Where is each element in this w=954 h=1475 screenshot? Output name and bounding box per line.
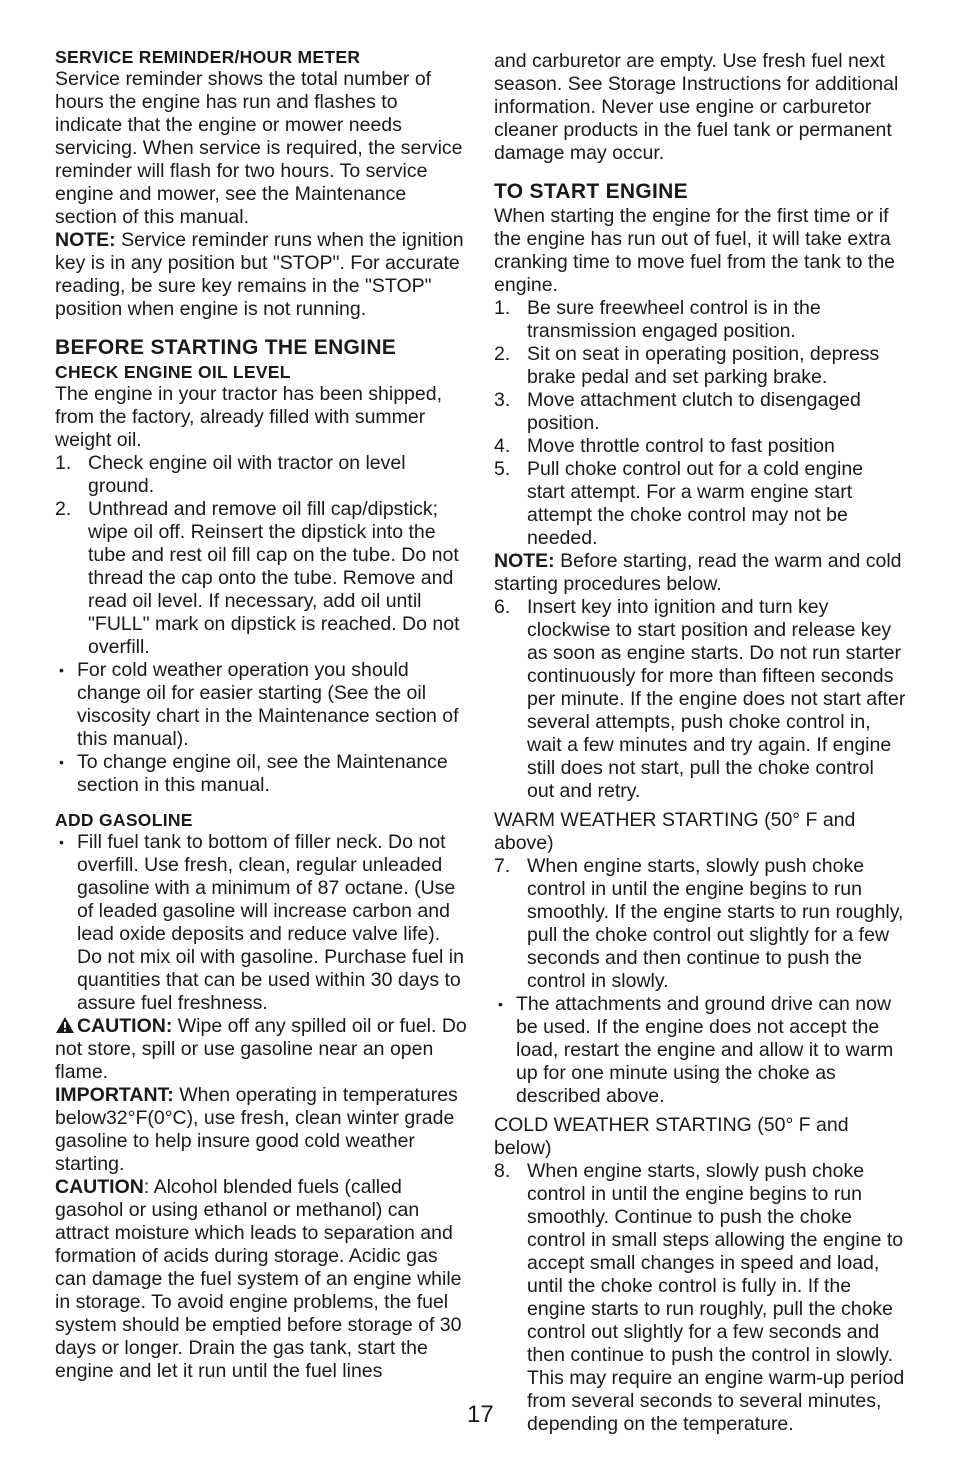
start-steps-list-2 bbox=[494, 596, 906, 803]
list-item: • Fill fuel tank to bottom of filler neck. Do not overfill. Use fresh, clean, regular unleaded gasoline with a minimum of 87 octane. (Use of leaded gasoline will increase carbon and lead oxide deposits and reduce valve life). Do not mix oil with gasoline. Purchase fuel in quantities that can be used within 30 days to assure fuel freshness. bbox=[59, 831, 464, 1014]
start-intro: When starting the engine for the first time or if the engine has run out of fuel, it will take extra cranking time to move fuel from the tank to the engine. bbox=[494, 205, 896, 296]
start-steps-list bbox=[494, 297, 906, 550]
important-text: When operating in temperatures below32°F(0°C), use fresh, clean winter grade gasoline to help insure good cold weather starting. bbox=[55, 1084, 458, 1175]
alcohol-caution-paragraph bbox=[55, 1176, 467, 1383]
warm-bullets-list bbox=[494, 993, 906, 1108]
right-column bbox=[494, 50, 906, 1436]
list-item: 6. Insert key into ignition and turn key clockwise to start position and release key as soon as engine starts. Do not run starter continuously for more than fifteen seconds per minute. If the engine does not start after several attempts, push choke control in, wait a few minutes and try again. If engine still does not start, pull the choke control out and retry. bbox=[494, 596, 906, 802]
bullet-icon: • bbox=[498, 996, 503, 1012]
list-item: 8. When engine starts, slowly push choke control in until the engine begins to run smoothly. Continue to push the choke control in small steps allowing the engine to accept small changes in speed and load, until the choke control is fully in. If the engine starts to run roughly, pull the choke control out slightly for a few seconds and then continue to push the control in slowly. This may require an engine warm-up period from several seconds to several minutes, depending on the temperature. bbox=[494, 1160, 905, 1435]
continued-text: and carburetor are empty. Use fresh fuel next season. See Storage Instructions for additional information. Never use engine or carburetor cleaner products in the fuel tank or permanent damage may occur. bbox=[494, 50, 899, 164]
list-item: 1. Check engine oil with tractor on level ground. bbox=[55, 452, 406, 497]
list-item: • For cold weather operation you should change oil for easier starting (See the oil viscosity chart in the Maintenance section of this manual). bbox=[59, 659, 459, 750]
check-oil-intro: The engine in your tractor has been shipped, from the factory, already filled with summer weight oil. bbox=[55, 383, 443, 451]
gas-bullets-list bbox=[55, 831, 467, 1015]
list-item: 7. When engine starts, slowly push choke control in until the engine begins to run smoothly. If the engine starts to run roughly, pull the choke control out slightly for a few seconds and then continue to push the control in slowly. bbox=[494, 855, 904, 992]
list-item: • To change engine oil, see the Maintenance section in this manual. bbox=[59, 751, 448, 796]
service-reminder-note bbox=[55, 229, 467, 321]
oil-steps-list bbox=[55, 452, 467, 659]
cold-steps-list bbox=[494, 1160, 906, 1436]
cold-weather-heading: COLD WEATHER STARTING (50° F and below) bbox=[494, 1114, 849, 1159]
check-oil-heading: CHECK ENGINE OIL LEVEL bbox=[55, 362, 291, 382]
before-starting-heading: BEFORE STARTING THE ENGINE bbox=[55, 336, 397, 359]
service-reminder-heading: SERVICE REMINDER/HOUR METER bbox=[55, 47, 361, 67]
caution-text: Wipe off any spilled oil or fuel. Do not store, spill or use gasoline near an open flame. bbox=[55, 1015, 467, 1083]
page-number: 17 bbox=[467, 1401, 494, 1428]
important-paragraph bbox=[55, 1084, 467, 1176]
important-label: IMPORTANT: bbox=[55, 1084, 174, 1106]
caution-label: CAUTION: bbox=[77, 1015, 173, 1037]
list-item: 1. Be sure freewheel control is in the transmission engaged position. bbox=[494, 297, 821, 342]
note-text: Before starting, read the warm and cold starting procedures below. bbox=[494, 550, 902, 595]
list-item: • The attachments and ground drive can now be used. If the engine does not accept the load, restart the engine and allow it to warm up for one minute using the choke as described above. bbox=[498, 993, 894, 1107]
list-item: 2. Unthread and remove oil fill cap/dipstick; wipe oil off. Reinsert the dipstick into the tube and rest oil fill cap on the tube. Do not thread the cap onto the tube. Remove and read oil level. If necessary, add oil until "FULL" mark on dipstick is reached. Do not overfill. bbox=[55, 498, 460, 658]
bullet-icon: • bbox=[59, 754, 64, 770]
list-item: 2. Sit on seat in operating position, depress brake pedal and set parking brake. bbox=[494, 343, 880, 388]
start-note bbox=[494, 550, 906, 596]
list-item: 4. Move throttle control to fast position bbox=[494, 435, 835, 457]
caution-text: : Alcohol blended fuels (called gasohol or using ethanol or methanol) can attract moisture which leads to separation and formation of acids during storage. Acidic gas can damage the fuel system of an engine while in storage. To avoid engine problems, the fuel system should be emptied before storage of 30 days or longer. Drain the gas tank, start the engine and let it run until the fuel lines bbox=[55, 1176, 462, 1382]
list-item: 3. Move attachment clutch to disengaged position. bbox=[494, 389, 861, 434]
caution-paragraph bbox=[55, 1015, 467, 1084]
oil-bullets-list bbox=[55, 659, 467, 797]
caution-label: CAUTION bbox=[55, 1176, 144, 1198]
note-text: Service reminder runs when the ignition key is in any position but "STOP". For accurate reading, be sure key remains in the "STOP" position when engine is not running. bbox=[55, 229, 464, 320]
service-reminder-text: Service reminder shows the total number of hours the engine has run and flashes to indicate that the engine or mower needs servicing. When service is required, the service reminder will flash for two hours. To service engine and mower, see the Maintenance section of this manual. bbox=[55, 68, 463, 228]
note-label: NOTE: bbox=[494, 550, 555, 572]
bullet-icon: • bbox=[59, 834, 64, 850]
to-start-engine-heading: TO START ENGINE bbox=[494, 180, 688, 203]
add-gasoline-heading: ADD GASOLINE bbox=[55, 810, 193, 830]
warm-steps-list bbox=[494, 855, 906, 993]
warning-triangle-icon bbox=[55, 1016, 75, 1034]
bullet-icon: • bbox=[59, 662, 64, 678]
note-label: NOTE: bbox=[55, 229, 116, 251]
left-column bbox=[55, 46, 467, 1383]
list-item: 5. Pull choke control out for a cold engine start attempt. For a warm engine start attempt the choke control may not be needed. bbox=[494, 458, 864, 549]
warm-weather-heading: WARM WEATHER STARTING (50° F and above) bbox=[494, 809, 856, 854]
